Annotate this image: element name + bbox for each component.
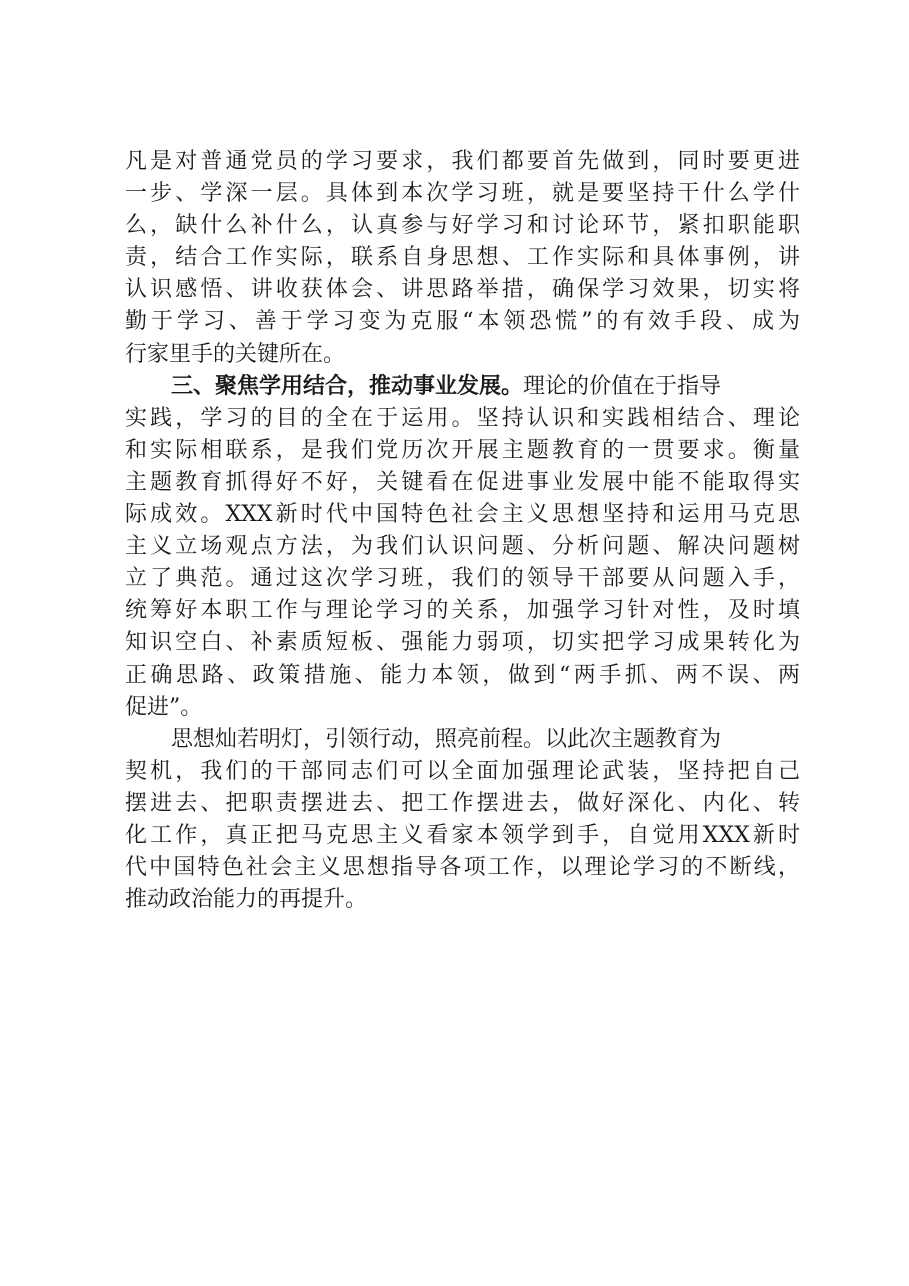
paragraph-2-line-4: 主题教育抓得好不好，关键看在促进事业发展中能不能取得实	[125, 469, 800, 495]
paragraph-3-line-5: 代中国特色社会主义思想指导各项工作，以理论学习的不断线，	[125, 855, 800, 881]
paragraph-2-line-1	[125, 371, 800, 403]
paragraph-1-line-7: 行家里手的关键所在。	[125, 341, 346, 367]
paragraph-2-line-10: 正确思路、政策措施、能力本领，做到“两手抓、两不误、两	[125, 662, 800, 688]
paragraph-2-line-7: 立了典范。通过这次学习班，我们的领导干部要从问题入手，	[125, 566, 800, 592]
paragraph-3-line-6: 推动政治能力的再提升。	[125, 887, 368, 913]
paragraph-2-first-line-text: 理论的价值在于指导	[523, 373, 722, 399]
paragraph-2-line-11: 促进”。	[125, 694, 203, 720]
paragraph-1-line-3: 么，缺什么补什么，认真参与好学习和讨论环节，紧扣职能职	[125, 213, 800, 239]
paragraph-1-line-6: 勤于学习、善于学习变为克服“本领恐慌”的有效手段、成为	[125, 309, 800, 335]
paragraph-3-line-2: 契机，我们的干部同志们可以全面加强理论武装，坚持把自己	[125, 758, 800, 784]
paragraph-2-line-5: 际成效。XXX新时代中国特色社会主义思想坚持和运用马克思	[125, 502, 800, 528]
paragraph-3-line-1: 思想灿若明灯，引领行动，照亮前程。以此次主题教育为	[171, 726, 722, 752]
paragraph-1-line-4: 责，结合工作实际，联系自身思想、工作实际和具体事例，讲	[125, 245, 800, 271]
paragraph-2-line-8: 统筹好本职工作与理论学习的关系，加强学习针对性，及时填	[125, 598, 800, 624]
section-heading: 三、聚焦学用结合，推动事业发展。	[171, 373, 524, 399]
paragraph-3-line-4: 化工作，真正把马克思主义看家本领学到手，自觉用XXX新时	[125, 822, 800, 848]
paragraph-3-line-3: 摆进去、把职责摆进去、把工作摆进去，做好深化、内化、转	[125, 790, 800, 816]
paragraph-1-line-1: 凡是对普通党员的学习要求，我们都要首先做到，同时要更进	[125, 149, 800, 174]
paragraph-2-line-9: 知识空白、补素质短板、强能力弱项，切实把学习成果转化为	[125, 630, 800, 656]
paragraph-2-line-3: 和实际相联系，是我们党历次开展主题教育的一贯要求。衡量	[125, 437, 800, 463]
paragraph-1-line-5: 认识感悟、讲收获体会、讲思路举措，确保学习效果，切实将	[125, 277, 800, 303]
paragraph-1-line-2: 一步、学深一层。具体到本次学习班，就是要坚持干什么学什	[125, 181, 800, 207]
paragraph-2-line-2: 实践，学习的目的全在于运用。坚持认识和实践相结合、理论	[125, 405, 800, 431]
document-body	[125, 146, 800, 916]
paragraph-2-line-6: 主义立场观点方法，为我们认识问题、分析问题、解决问题树	[125, 534, 800, 560]
